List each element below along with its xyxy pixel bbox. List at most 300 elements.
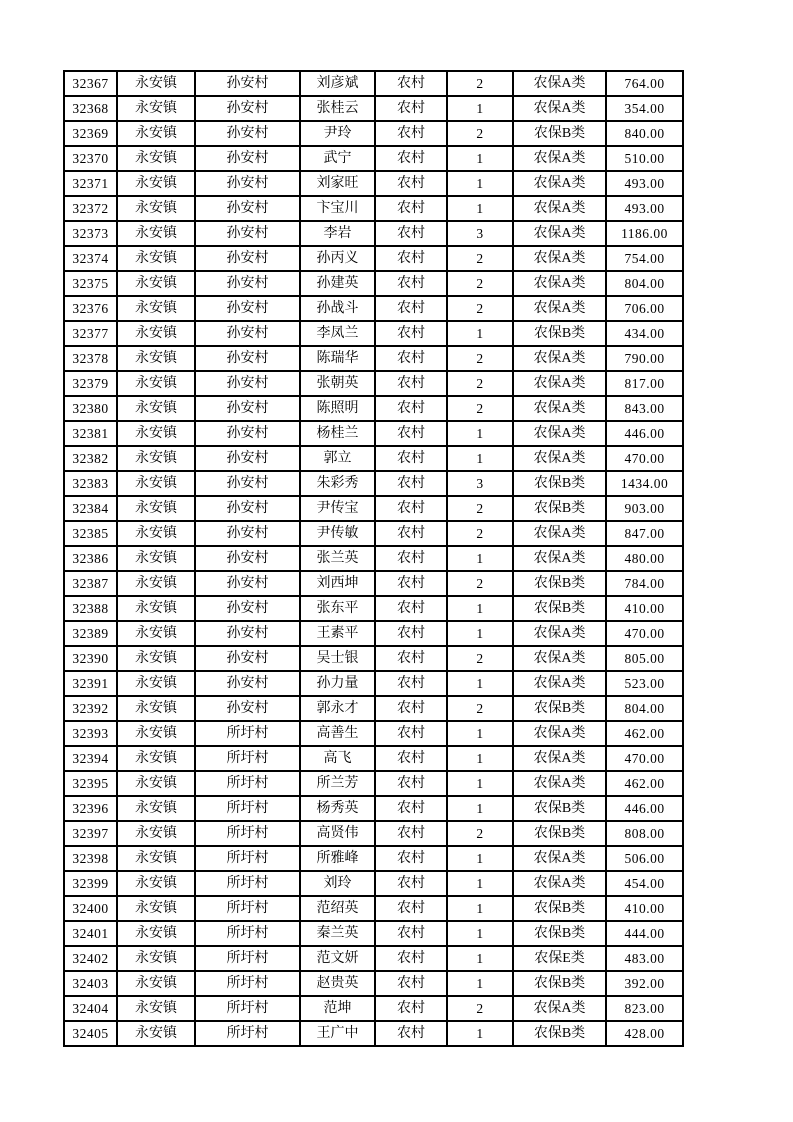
cell-record-id: 32381 — [64, 421, 117, 446]
cell-town: 永安镇 — [117, 146, 195, 171]
cell-amount: 470.00 — [606, 446, 683, 471]
cell-village: 所圩村 — [195, 896, 300, 921]
cell-insurance-class: 农保A类 — [513, 746, 606, 771]
cell-village: 孙安村 — [195, 646, 300, 671]
cell-insurance-class: 农保A类 — [513, 546, 606, 571]
cell-town: 永安镇 — [117, 371, 195, 396]
cell-insurance-class: 农保B类 — [513, 971, 606, 996]
table-row — [64, 746, 683, 771]
cell-residence-type: 农村 — [375, 221, 447, 246]
cell-insurance-class: 农保A类 — [513, 271, 606, 296]
cell-residence-type: 农村 — [375, 646, 447, 671]
cell-town: 永安镇 — [117, 196, 195, 221]
cell-village: 孙安村 — [195, 671, 300, 696]
cell-insurance-class: 农保A类 — [513, 396, 606, 421]
table-row — [64, 321, 683, 346]
cell-village: 孙安村 — [195, 246, 300, 271]
table-row — [64, 896, 683, 921]
cell-residence-type: 农村 — [375, 546, 447, 571]
cell-residence-type: 农村 — [375, 996, 447, 1021]
cell-insurance-class: 农保A类 — [513, 621, 606, 646]
table-row — [64, 1021, 683, 1046]
table-row — [64, 621, 683, 646]
cell-town: 永安镇 — [117, 971, 195, 996]
cell-amount: 847.00 — [606, 521, 683, 546]
cell-person-name: 尹传敏 — [300, 521, 375, 546]
cell-residence-type: 农村 — [375, 571, 447, 596]
cell-residence-type: 农村 — [375, 321, 447, 346]
cell-village: 孙安村 — [195, 546, 300, 571]
table-row — [64, 596, 683, 621]
cell-residence-type: 农村 — [375, 346, 447, 371]
cell-person-name: 张兰英 — [300, 546, 375, 571]
cell-town: 永安镇 — [117, 921, 195, 946]
table-row — [64, 821, 683, 846]
cell-record-id: 32369 — [64, 121, 117, 146]
cell-person-count: 1 — [447, 846, 513, 871]
cell-record-id: 32401 — [64, 921, 117, 946]
table-row — [64, 496, 683, 521]
cell-insurance-class: 农保A类 — [513, 146, 606, 171]
cell-person-count: 1 — [447, 421, 513, 446]
cell-person-name: 所雅峰 — [300, 846, 375, 871]
cell-town: 永安镇 — [117, 271, 195, 296]
cell-town: 永安镇 — [117, 696, 195, 721]
cell-amount: 493.00 — [606, 171, 683, 196]
cell-person-count: 1 — [447, 171, 513, 196]
table-row — [64, 546, 683, 571]
cell-amount: 764.00 — [606, 71, 683, 96]
table-row — [64, 221, 683, 246]
cell-village: 所圩村 — [195, 846, 300, 871]
cell-insurance-class: 农保B类 — [513, 896, 606, 921]
cell-record-id: 32402 — [64, 946, 117, 971]
cell-person-name: 高飞 — [300, 746, 375, 771]
cell-insurance-class: 农保B类 — [513, 796, 606, 821]
table-row — [64, 921, 683, 946]
cell-insurance-class: 农保A类 — [513, 846, 606, 871]
cell-village: 孙安村 — [195, 471, 300, 496]
cell-town: 永安镇 — [117, 946, 195, 971]
cell-village: 孙安村 — [195, 396, 300, 421]
cell-town: 永安镇 — [117, 221, 195, 246]
cell-person-count: 2 — [447, 271, 513, 296]
cell-residence-type: 农村 — [375, 946, 447, 971]
cell-person-count: 1 — [447, 96, 513, 121]
cell-person-name: 刘西坤 — [300, 571, 375, 596]
cell-record-id: 32383 — [64, 471, 117, 496]
cell-town: 永安镇 — [117, 71, 195, 96]
table-row — [64, 171, 683, 196]
cell-village: 所圩村 — [195, 971, 300, 996]
cell-record-id: 32384 — [64, 496, 117, 521]
cell-residence-type: 农村 — [375, 396, 447, 421]
table-row — [64, 96, 683, 121]
cell-village: 孙安村 — [195, 621, 300, 646]
cell-amount: 483.00 — [606, 946, 683, 971]
table-row — [64, 396, 683, 421]
cell-town: 永安镇 — [117, 821, 195, 846]
cell-residence-type: 农村 — [375, 921, 447, 946]
cell-village: 孙安村 — [195, 446, 300, 471]
cell-person-count: 2 — [447, 371, 513, 396]
cell-town: 永安镇 — [117, 446, 195, 471]
cell-person-count: 1 — [447, 321, 513, 346]
table-row — [64, 271, 683, 296]
cell-amount: 444.00 — [606, 921, 683, 946]
cell-town: 永安镇 — [117, 171, 195, 196]
cell-person-name: 王素平 — [300, 621, 375, 646]
cell-person-name: 刘彦斌 — [300, 71, 375, 96]
cell-person-count: 2 — [447, 496, 513, 521]
cell-person-name: 刘家旺 — [300, 171, 375, 196]
cell-amount: 410.00 — [606, 896, 683, 921]
cell-residence-type: 农村 — [375, 446, 447, 471]
cell-insurance-class: 农保B类 — [513, 321, 606, 346]
cell-town: 永安镇 — [117, 346, 195, 371]
cell-residence-type: 农村 — [375, 521, 447, 546]
cell-person-name: 范文妍 — [300, 946, 375, 971]
cell-amount: 817.00 — [606, 371, 683, 396]
cell-record-id: 32388 — [64, 596, 117, 621]
cell-village: 孙安村 — [195, 521, 300, 546]
cell-residence-type: 农村 — [375, 196, 447, 221]
cell-village: 所圩村 — [195, 821, 300, 846]
table-row — [64, 946, 683, 971]
cell-record-id: 32395 — [64, 771, 117, 796]
cell-insurance-class: 农保B类 — [513, 1021, 606, 1046]
cell-village: 孙安村 — [195, 196, 300, 221]
cell-record-id: 32376 — [64, 296, 117, 321]
cell-residence-type: 农村 — [375, 471, 447, 496]
cell-person-count: 1 — [447, 196, 513, 221]
cell-person-name: 杨秀英 — [300, 796, 375, 821]
cell-residence-type: 农村 — [375, 896, 447, 921]
cell-village: 所圩村 — [195, 996, 300, 1021]
cell-amount: 392.00 — [606, 971, 683, 996]
cell-amount: 784.00 — [606, 571, 683, 596]
cell-insurance-class: 农保B类 — [513, 596, 606, 621]
cell-residence-type: 农村 — [375, 596, 447, 621]
cell-residence-type: 农村 — [375, 696, 447, 721]
cell-insurance-class: 农保B类 — [513, 921, 606, 946]
cell-residence-type: 农村 — [375, 296, 447, 321]
cell-amount: 446.00 — [606, 796, 683, 821]
cell-person-count: 1 — [447, 771, 513, 796]
cell-residence-type: 农村 — [375, 671, 447, 696]
cell-person-name: 陈瑞华 — [300, 346, 375, 371]
cell-insurance-class: 农保A类 — [513, 196, 606, 221]
cell-person-count: 1 — [447, 621, 513, 646]
cell-record-id: 32386 — [64, 546, 117, 571]
cell-record-id: 32387 — [64, 571, 117, 596]
cell-person-name: 武宁 — [300, 146, 375, 171]
cell-person-count: 1 — [447, 446, 513, 471]
cell-residence-type: 农村 — [375, 746, 447, 771]
cell-record-id: 32396 — [64, 796, 117, 821]
table-row — [64, 796, 683, 821]
table-row — [64, 71, 683, 96]
cell-person-count: 1 — [447, 146, 513, 171]
cell-record-id: 32397 — [64, 821, 117, 846]
cell-person-count: 3 — [447, 471, 513, 496]
cell-village: 孙安村 — [195, 96, 300, 121]
cell-person-count: 2 — [447, 346, 513, 371]
cell-record-id: 32404 — [64, 996, 117, 1021]
cell-record-id: 32368 — [64, 96, 117, 121]
cell-town: 永安镇 — [117, 121, 195, 146]
cell-amount: 462.00 — [606, 721, 683, 746]
cell-person-name: 郭立 — [300, 446, 375, 471]
cell-amount: 808.00 — [606, 821, 683, 846]
cell-insurance-class: 农保A类 — [513, 446, 606, 471]
cell-amount: 480.00 — [606, 546, 683, 571]
cell-village: 孙安村 — [195, 296, 300, 321]
cell-person-count: 2 — [447, 646, 513, 671]
cell-person-name: 范坤 — [300, 996, 375, 1021]
cell-amount: 354.00 — [606, 96, 683, 121]
cell-village: 所圩村 — [195, 746, 300, 771]
cell-town: 永安镇 — [117, 596, 195, 621]
cell-record-id: 32370 — [64, 146, 117, 171]
cell-residence-type: 农村 — [375, 171, 447, 196]
cell-insurance-class: 农保E类 — [513, 946, 606, 971]
cell-record-id: 32377 — [64, 321, 117, 346]
cell-person-name: 孙建英 — [300, 271, 375, 296]
cell-insurance-class: 农保A类 — [513, 771, 606, 796]
cell-person-count: 1 — [447, 871, 513, 896]
cell-town: 永安镇 — [117, 546, 195, 571]
table-row — [64, 371, 683, 396]
cell-amount: 510.00 — [606, 146, 683, 171]
cell-insurance-class: 农保B类 — [513, 696, 606, 721]
cell-insurance-class: 农保A类 — [513, 996, 606, 1021]
cell-insurance-class: 农保A类 — [513, 171, 606, 196]
cell-insurance-class: 农保A类 — [513, 296, 606, 321]
cell-amount: 523.00 — [606, 671, 683, 696]
table-row — [64, 646, 683, 671]
cell-village: 所圩村 — [195, 721, 300, 746]
cell-town: 永安镇 — [117, 996, 195, 1021]
table-row — [64, 521, 683, 546]
cell-record-id: 32391 — [64, 671, 117, 696]
table-row — [64, 871, 683, 896]
cell-person-name: 孙力量 — [300, 671, 375, 696]
cell-village: 孙安村 — [195, 321, 300, 346]
cell-person-name: 张朝英 — [300, 371, 375, 396]
cell-amount: 428.00 — [606, 1021, 683, 1046]
cell-town: 永安镇 — [117, 296, 195, 321]
cell-town: 永安镇 — [117, 871, 195, 896]
table-row — [64, 146, 683, 171]
cell-person-count: 1 — [447, 946, 513, 971]
cell-person-count: 1 — [447, 746, 513, 771]
cell-amount: 446.00 — [606, 421, 683, 446]
cell-amount: 470.00 — [606, 621, 683, 646]
cell-person-name: 高贤伟 — [300, 821, 375, 846]
cell-village: 孙安村 — [195, 596, 300, 621]
cell-town: 永安镇 — [117, 471, 195, 496]
cell-insurance-class: 农保A类 — [513, 246, 606, 271]
cell-residence-type: 农村 — [375, 146, 447, 171]
cell-village: 孙安村 — [195, 71, 300, 96]
cell-record-id: 32399 — [64, 871, 117, 896]
cell-amount: 823.00 — [606, 996, 683, 1021]
cell-person-count: 2 — [447, 396, 513, 421]
table-row — [64, 571, 683, 596]
cell-village: 所圩村 — [195, 771, 300, 796]
cell-village: 孙安村 — [195, 496, 300, 521]
cell-town: 永安镇 — [117, 396, 195, 421]
table-body — [64, 71, 683, 1046]
table-row — [64, 446, 683, 471]
cell-residence-type: 农村 — [375, 71, 447, 96]
cell-person-name: 刘玲 — [300, 871, 375, 896]
cell-insurance-class: 农保A类 — [513, 871, 606, 896]
cell-person-name: 孙丙义 — [300, 246, 375, 271]
cell-person-name: 尹玲 — [300, 121, 375, 146]
cell-record-id: 32372 — [64, 196, 117, 221]
table-row — [64, 971, 683, 996]
table-row — [64, 771, 683, 796]
cell-person-name: 吴士银 — [300, 646, 375, 671]
cell-person-name: 李岩 — [300, 221, 375, 246]
table-row — [64, 671, 683, 696]
cell-insurance-class: 农保A类 — [513, 421, 606, 446]
table-row — [64, 721, 683, 746]
cell-amount: 804.00 — [606, 696, 683, 721]
cell-amount: 410.00 — [606, 596, 683, 621]
cell-record-id: 32371 — [64, 171, 117, 196]
cell-village: 孙安村 — [195, 171, 300, 196]
cell-residence-type: 农村 — [375, 1021, 447, 1046]
table-row — [64, 996, 683, 1021]
cell-village: 孙安村 — [195, 121, 300, 146]
cell-record-id: 32389 — [64, 621, 117, 646]
cell-town: 永安镇 — [117, 746, 195, 771]
table-row — [64, 696, 683, 721]
cell-person-name: 张东平 — [300, 596, 375, 621]
cell-residence-type: 农村 — [375, 246, 447, 271]
cell-person-count: 1 — [447, 1021, 513, 1046]
cell-village: 所圩村 — [195, 871, 300, 896]
cell-record-id: 32393 — [64, 721, 117, 746]
table-row — [64, 246, 683, 271]
cell-residence-type: 农村 — [375, 821, 447, 846]
cell-town: 永安镇 — [117, 571, 195, 596]
cell-record-id: 32390 — [64, 646, 117, 671]
cell-person-name: 所兰芳 — [300, 771, 375, 796]
cell-town: 永安镇 — [117, 496, 195, 521]
cell-person-count: 2 — [447, 996, 513, 1021]
cell-village: 孙安村 — [195, 371, 300, 396]
cell-amount: 1434.00 — [606, 471, 683, 496]
cell-village: 孙安村 — [195, 346, 300, 371]
cell-residence-type: 农村 — [375, 621, 447, 646]
cell-person-name: 高善生 — [300, 721, 375, 746]
cell-record-id: 32382 — [64, 446, 117, 471]
cell-record-id: 32398 — [64, 846, 117, 871]
cell-record-id: 32379 — [64, 371, 117, 396]
table-row — [64, 346, 683, 371]
cell-insurance-class: 农保A类 — [513, 346, 606, 371]
cell-insurance-class: 农保A类 — [513, 96, 606, 121]
cell-amount: 454.00 — [606, 871, 683, 896]
cell-village: 孙安村 — [195, 696, 300, 721]
cell-town: 永安镇 — [117, 896, 195, 921]
table-row — [64, 471, 683, 496]
cell-village: 所圩村 — [195, 796, 300, 821]
cell-amount: 805.00 — [606, 646, 683, 671]
cell-town: 永安镇 — [117, 421, 195, 446]
cell-residence-type: 农村 — [375, 271, 447, 296]
cell-residence-type: 农村 — [375, 496, 447, 521]
cell-person-count: 2 — [447, 296, 513, 321]
cell-record-id: 32375 — [64, 271, 117, 296]
cell-person-name: 杨桂兰 — [300, 421, 375, 446]
cell-person-name: 李凤兰 — [300, 321, 375, 346]
cell-person-name: 郭永才 — [300, 696, 375, 721]
cell-residence-type: 农村 — [375, 846, 447, 871]
cell-residence-type: 农村 — [375, 96, 447, 121]
table-row — [64, 846, 683, 871]
cell-person-count: 1 — [447, 596, 513, 621]
cell-town: 永安镇 — [117, 771, 195, 796]
cell-village: 孙安村 — [195, 571, 300, 596]
cell-residence-type: 农村 — [375, 871, 447, 896]
cell-residence-type: 农村 — [375, 721, 447, 746]
cell-person-name: 王广中 — [300, 1021, 375, 1046]
cell-village: 孙安村 — [195, 221, 300, 246]
cell-person-count: 2 — [447, 121, 513, 146]
cell-amount: 462.00 — [606, 771, 683, 796]
data-table — [63, 70, 684, 1047]
cell-village: 孙安村 — [195, 421, 300, 446]
cell-village: 孙安村 — [195, 146, 300, 171]
cell-person-name: 张桂云 — [300, 96, 375, 121]
cell-amount: 903.00 — [606, 496, 683, 521]
cell-record-id: 32394 — [64, 746, 117, 771]
cell-amount: 470.00 — [606, 746, 683, 771]
table-row — [64, 296, 683, 321]
cell-person-count: 2 — [447, 71, 513, 96]
cell-person-count: 1 — [447, 721, 513, 746]
cell-record-id: 32367 — [64, 71, 117, 96]
cell-person-name: 卞宝川 — [300, 196, 375, 221]
cell-insurance-class: 农保A类 — [513, 521, 606, 546]
cell-residence-type: 农村 — [375, 371, 447, 396]
cell-person-name: 秦兰英 — [300, 921, 375, 946]
cell-amount: 790.00 — [606, 346, 683, 371]
cell-amount: 706.00 — [606, 296, 683, 321]
cell-town: 永安镇 — [117, 846, 195, 871]
cell-record-id: 32374 — [64, 246, 117, 271]
cell-person-count: 2 — [447, 246, 513, 271]
cell-village: 所圩村 — [195, 921, 300, 946]
cell-town: 永安镇 — [117, 721, 195, 746]
cell-insurance-class: 农保A类 — [513, 671, 606, 696]
cell-insurance-class: 农保A类 — [513, 646, 606, 671]
cell-town: 永安镇 — [117, 796, 195, 821]
table-row — [64, 196, 683, 221]
cell-residence-type: 农村 — [375, 121, 447, 146]
cell-town: 永安镇 — [117, 96, 195, 121]
cell-person-name: 赵贵英 — [300, 971, 375, 996]
cell-town: 永安镇 — [117, 621, 195, 646]
cell-person-name: 孙战斗 — [300, 296, 375, 321]
cell-town: 永安镇 — [117, 521, 195, 546]
table-row — [64, 121, 683, 146]
